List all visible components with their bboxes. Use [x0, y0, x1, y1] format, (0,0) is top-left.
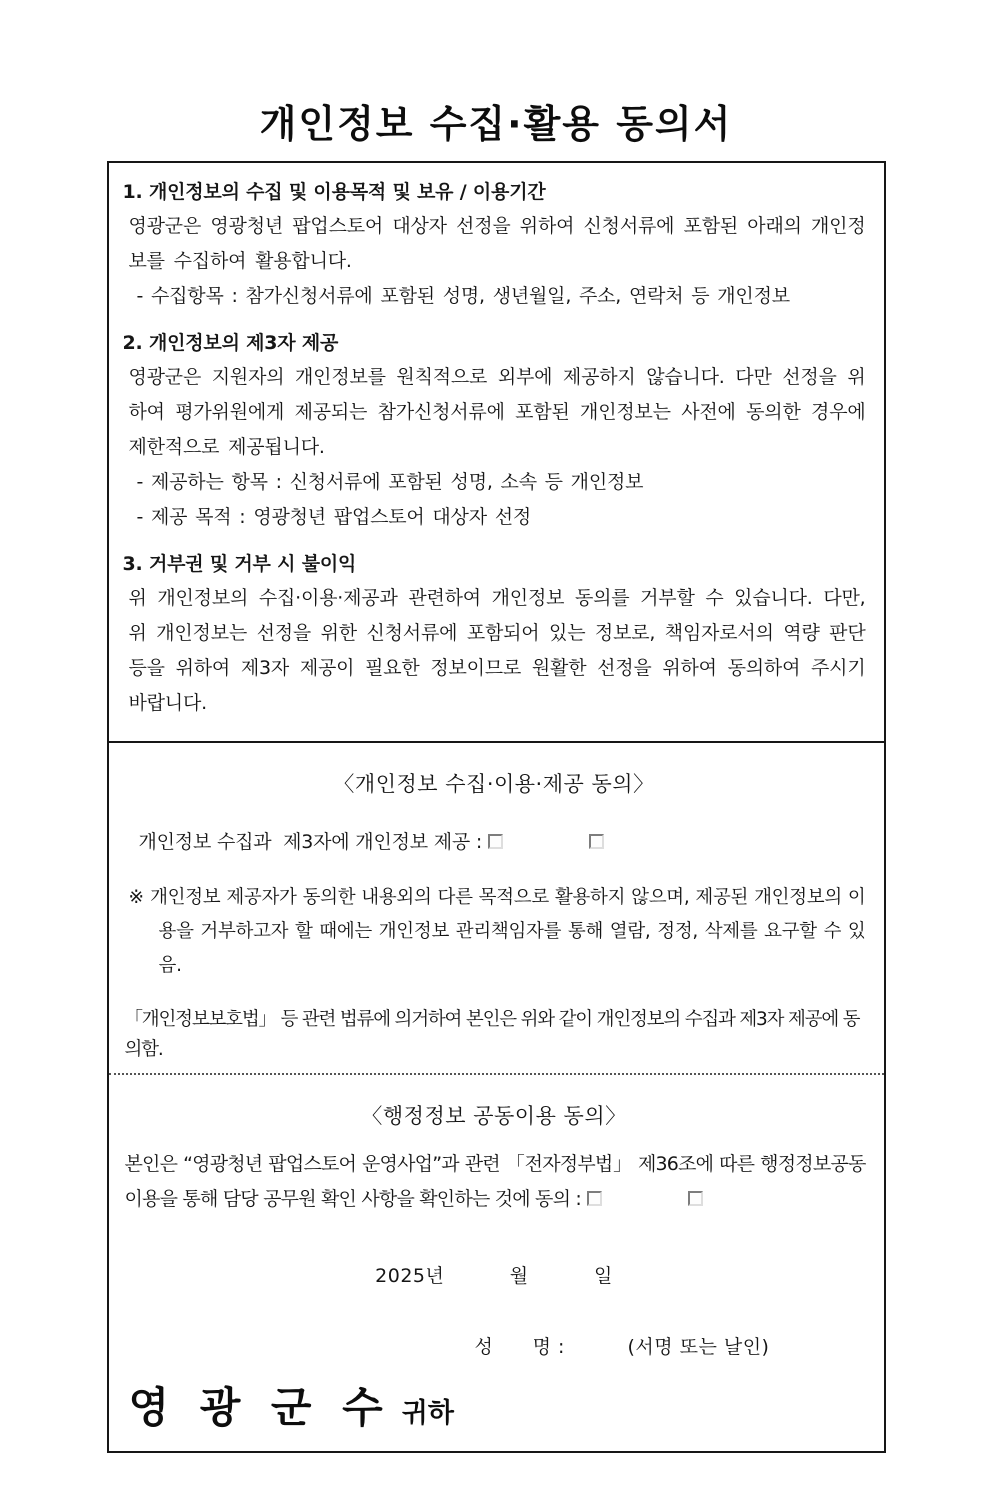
privacy-consent-checkbox-label: 개인정보 수집과 제3자에 개인정보 제공 : [138, 831, 483, 853]
admin-consent-section [109, 1073, 884, 1451]
clause-1-heading: 1. 개인정보의 수집 및 이용목적 및 보유 / 이용기간 [122, 181, 546, 203]
consent-form-page [0, 100, 992, 1503]
clause-2-bullet-2: - 제공 목적 : 영광청년 팝업스토어 대상자 선정 [136, 506, 532, 528]
privacy-collect-checkbox[interactable] [488, 834, 503, 849]
form-body-box [107, 161, 886, 1453]
recipient-row [129, 1375, 866, 1435]
clause-3-body: 위 개인정보의 수집·이용·제공과 관련하여 개인정보 동의를 거부할 수 있습니다. 다만, 위 개인정보는 선정을 위한 신청서류에 포함되어 있는 정보로, 책임자로서의 역량 판단 등을 위하여 제3자 제공이 필요한 정보이므로 원활한 선정을 위하여 동의하여 주시기 바랍니다. [128, 587, 866, 714]
clauses-section [109, 163, 884, 741]
recipient-honorific: 귀하 [401, 1398, 454, 1429]
clause-2 [123, 326, 866, 535]
privacy-thirdparty-checkbox[interactable] [589, 834, 604, 849]
admin-consent-checkbox-2[interactable] [688, 1191, 703, 1206]
page-title: 개인정보 수집·활용 동의서 [259, 102, 733, 146]
recipient-name: 영 광 군 수 [128, 1383, 391, 1432]
clause-2-heading: 2. 개인정보의 제3자 제공 [122, 332, 339, 354]
clause-2-body: 영광군은 지원자의 개인정보를 원칙적으로 외부에 제공하지 않습니다. 다만 선정을 위하여 평가위원에게 제공되는 참가신청서류에 포함된 개인정보는 사전에 동의한 경우에 제한적으로 제공됩니다. [128, 366, 866, 458]
clause-2-bullet-1: - 제공하는 항목 : 신청서류에 포함된 성명, 소속 등 개인정보 [136, 471, 644, 493]
privacy-consent-section [109, 741, 884, 1073]
admin-consent-body [125, 1147, 866, 1217]
signature-row [475, 1332, 866, 1359]
privacy-consent-checkbox-row [139, 829, 866, 855]
date-line: 2025년 월 일 [375, 1265, 613, 1287]
name-label: 성 명 : [474, 1336, 565, 1358]
clause-3-heading: 3. 거부권 및 거부 시 불이익 [122, 553, 357, 575]
privacy-consent-law-line: 「개인정보보호법」 등 관련 법류에 의거하여 본인은 위와 같이 개인정보의 수집과 제3자 제공에 동의함. [124, 1009, 860, 1060]
signature-note: (서명 또는 날인) [627, 1336, 770, 1358]
admin-consent-heading: 〈행정정보 공동이용 동의〉 [361, 1104, 627, 1128]
clause-1-bullet: - 수집항목 : 참가신청서류에 포함된 성명, 생년월일, 주소, 연락처 등 개인정보 [136, 285, 790, 307]
privacy-consent-heading: 〈개인정보 수집·이용·제공 동의〉 [333, 772, 655, 796]
admin-consent-checkbox-1[interactable] [587, 1191, 602, 1206]
admin-consent-body-text: 본인은 “영광청년 팝업스토어 운영사업”과 관련 「전자정부법」 제36조에 따른 행정정보공동이용을 통해 담당 공무원 확인 사항을 확인하는 것에 동의 : [124, 1153, 866, 1210]
clause-1-body: 영광군은 영광청년 팝업스토어 대상자 선정을 위하여 신청서류에 포함된 아래의 개인정보를 수집하여 활용합니다. [128, 215, 866, 272]
privacy-consent-note: ※ 개인정보 제공자가 동의한 내용외의 다른 목적으로 활용하지 않으며, 제공된 개인정보의 이용을 거부하고자 할 때에는 개인정보 관리책임자를 통해 열람, 정정, 삭제를 요구할 수 있음. [128, 887, 866, 976]
clause-3 [123, 547, 866, 721]
clause-1 [123, 175, 866, 314]
